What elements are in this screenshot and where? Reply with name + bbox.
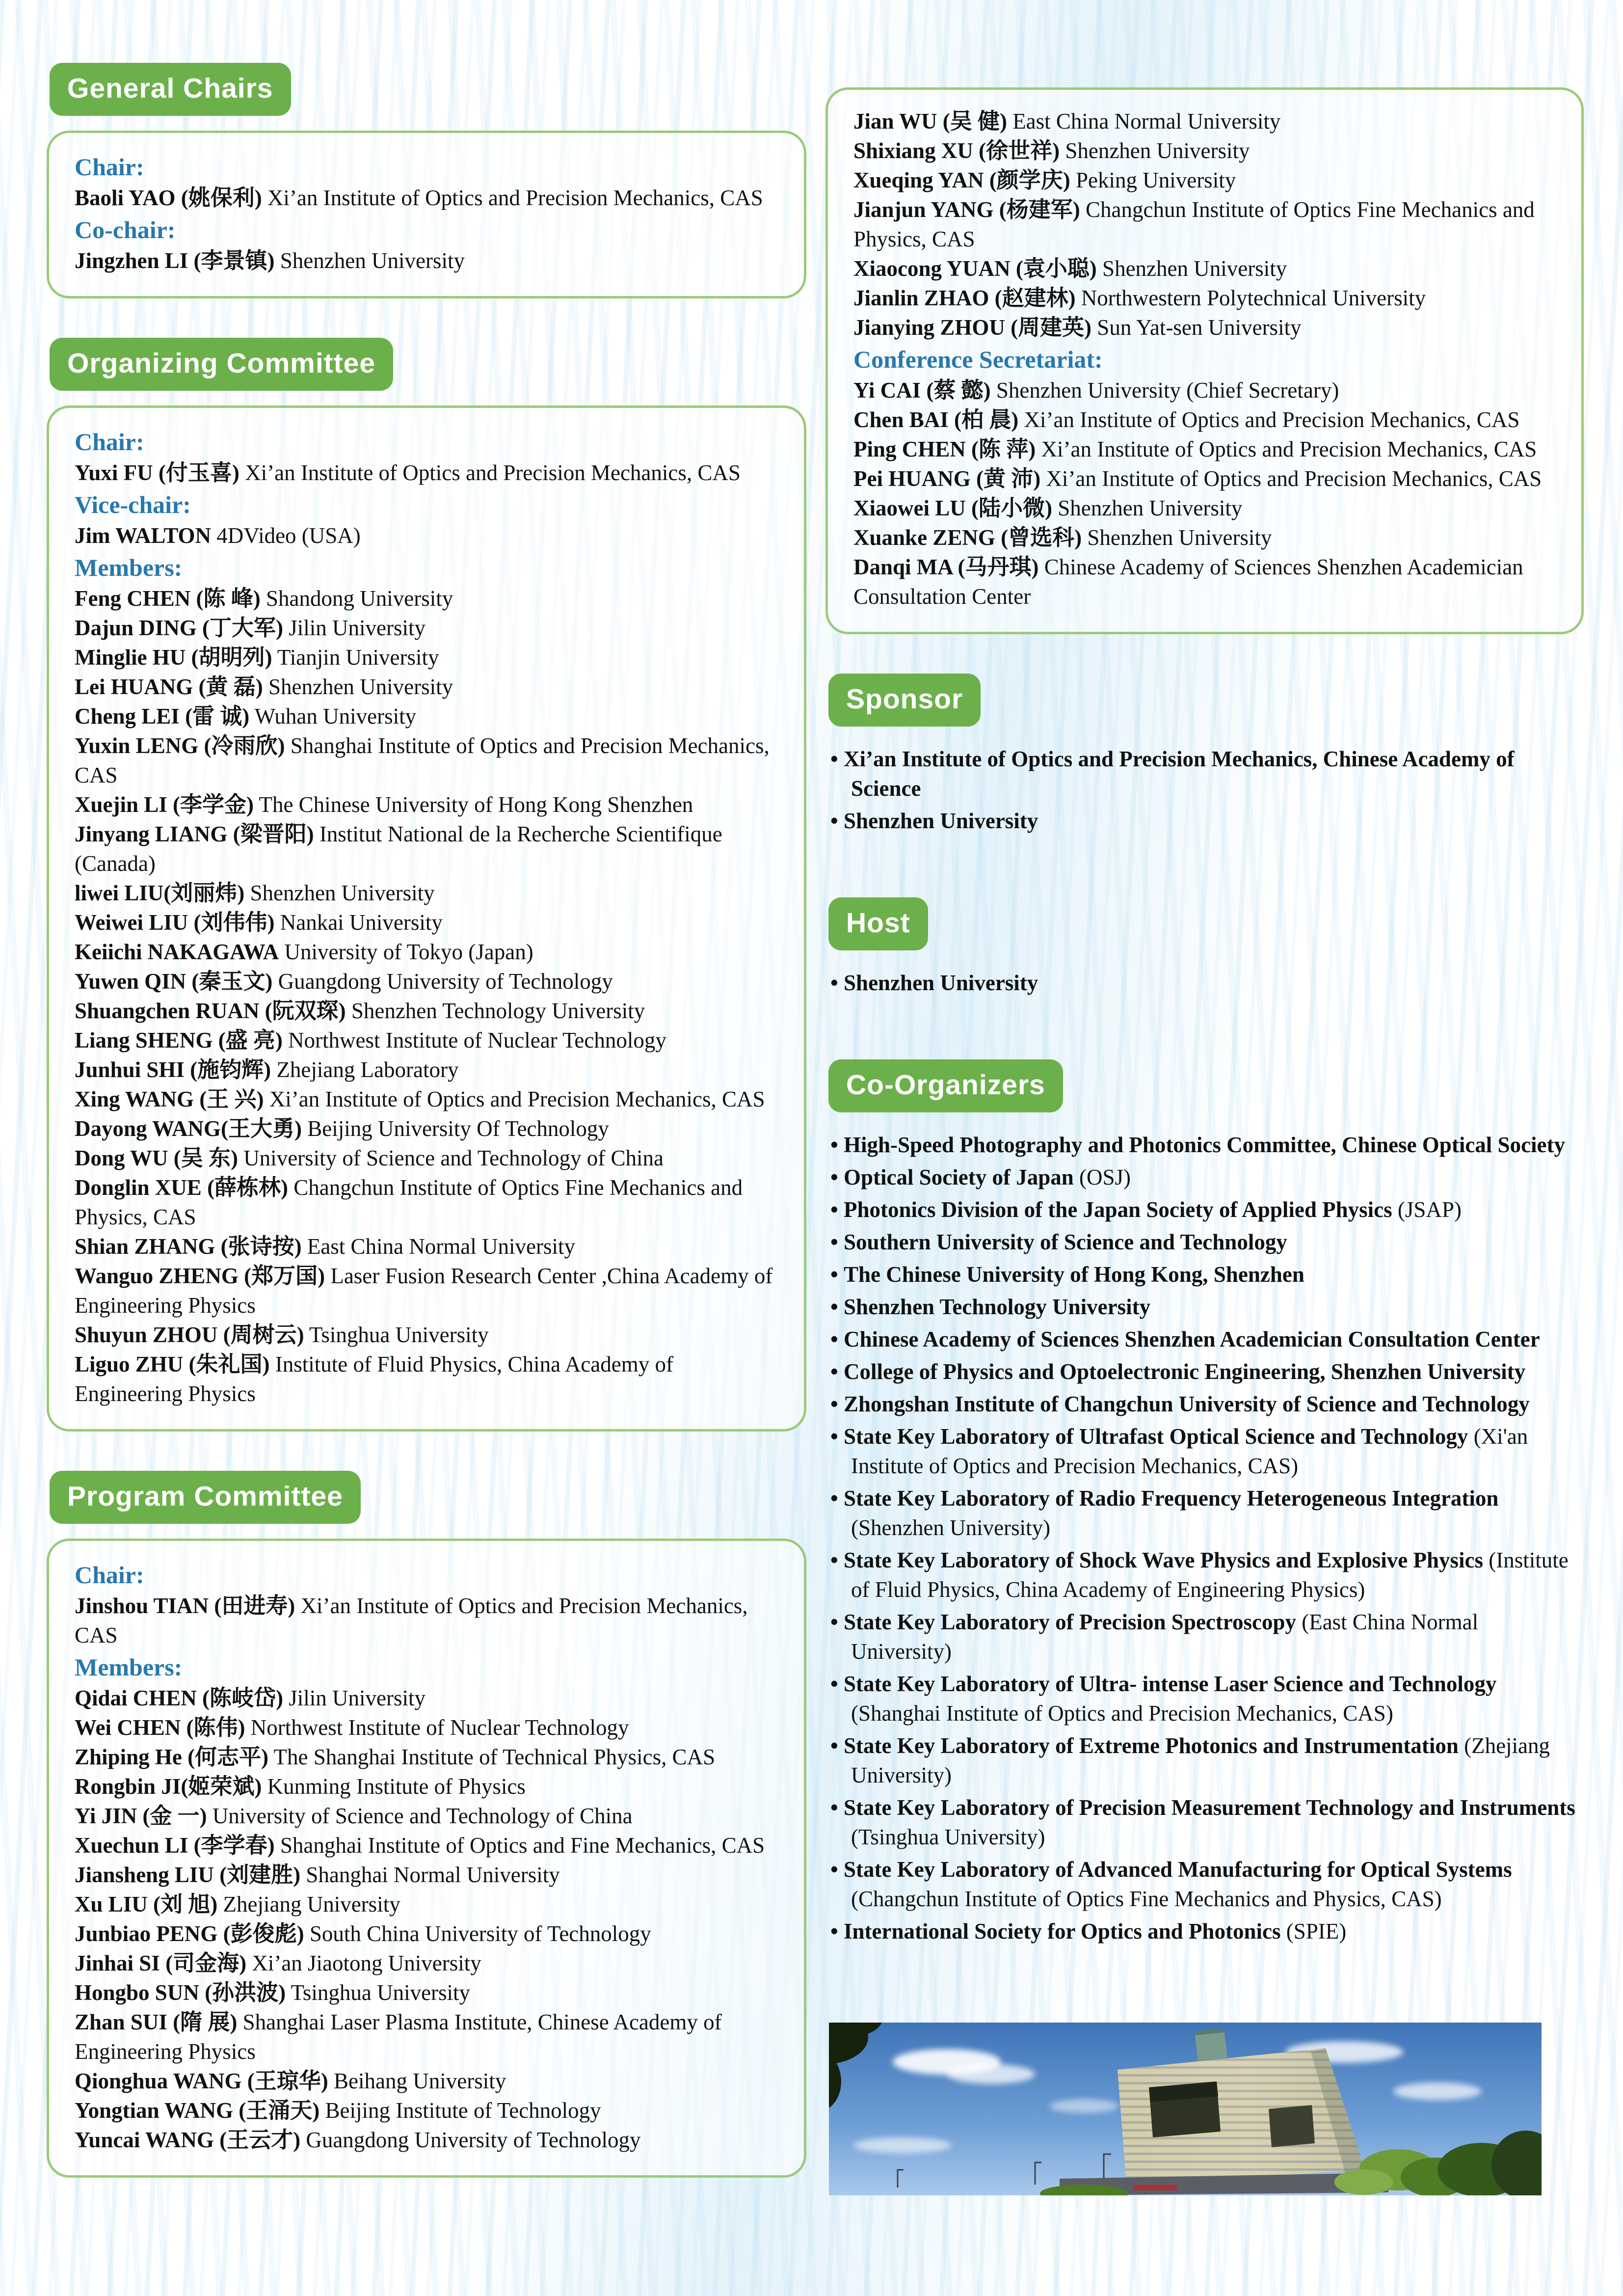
member-entry: Xueqing YAN (颜学庆) Peking University <box>853 168 1236 192</box>
list-item: • Southern University of Science and Technology <box>830 1227 1584 1257</box>
sponsor-list <box>830 744 1584 836</box>
member-entry: Yi JIN (金 一) University of Science and Technology of China <box>75 1804 633 1828</box>
list-item: • College of Physics and Optoelectronic Engineering, Shenzhen University <box>830 1357 1584 1386</box>
member-entry: Jinhai SI (司金海) Xi’an Jiaotong University <box>75 1951 481 1975</box>
member-entry: Jianjun YANG (杨建军) Changchun Institute of Optics Fine Mechanics and Physics, CAS <box>853 197 1535 251</box>
member-entry: Yi CAI (蔡 懿) Shenzhen University (Chief Secretary) <box>853 378 1339 403</box>
general-chairs-badge: General Chairs <box>50 63 291 116</box>
member-entry: Danqi MA (马丹琪) Chinese Academy of Sciences Shenzhen Academician Consultation Center <box>853 555 1523 609</box>
member-entry: Wei CHEN (陈伟) Northwest Institute of Nuclear Technology <box>75 1715 629 1740</box>
member-entry: Keiichi NAKAGAWA University of Tokyo (Japan) <box>75 940 533 964</box>
member-entry: Jingzhen LI (李景镇) Shenzhen University <box>75 248 465 273</box>
list-item: • State Key Laboratory of Extreme Photonics and Instrumentation (Zhejiang University) <box>830 1731 1584 1790</box>
member-entry: Jian WU (吴 健) East China Normal University <box>853 109 1281 134</box>
member-entry: Qidai CHEN (陈岐岱) Jilin University <box>75 1686 426 1710</box>
list-item: • State Key Laboratory of Shock Wave Physics and Explosive Physics (Institute of Fluid Physics, China Academy of Engineering Physics) <box>830 1545 1584 1604</box>
member-entry: Chen BAI (柏 晨) Xi’an Institute of Optics and Precision Mechanics, CAS <box>853 407 1520 432</box>
member-entry: Jiansheng LIU (刘建胜) Shanghai Normal University <box>75 1863 560 1887</box>
list-item: • Optical Society of Japan (OSJ) <box>830 1162 1584 1192</box>
member-entry: Shian ZHANG (张诗按) East China Normal University <box>75 1234 575 1259</box>
section-heading: Members: <box>75 1653 183 1681</box>
member-entry: Dong WU (吴 东) University of Science and Technology of China <box>75 1146 664 1170</box>
member-entry: Jinyang LIANG (梁晋阳) Institut National de la Recherche Scientifique (Canada) <box>75 822 722 876</box>
host-badge: Host <box>828 897 928 950</box>
section-heading: Co-chair: <box>75 216 176 243</box>
list-item: • Xi’an Institute of Optics and Precision Mechanics, Chinese Academy of Science <box>830 744 1584 803</box>
list-item: • State Key Laboratory of Ultrafast Optical Science and Technology (Xi'an Institute of Optics and Precision Mechanics, CAS) <box>830 1422 1584 1481</box>
member-entry: Ping CHEN (陈 萍) Xi’an Institute of Optics and Precision Mechanics, CAS <box>853 437 1537 461</box>
member-entry: Jianying ZHOU (周建英) Sun Yat-sen University <box>853 315 1302 340</box>
list-item: • State Key Laboratory of Precision Spectroscopy (East China Normal University) <box>830 1607 1584 1666</box>
list-item: • Zhongshan Institute of Changchun University of Science and Technology <box>830 1389 1584 1419</box>
member-entry: Yuwen QIN (秦玉文) Guangdong University of Technology <box>75 969 613 994</box>
general-chairs-box <box>47 131 806 298</box>
member-entry: Yuxi FU (付玉喜) Xi’an Institute of Optics and Precision Mechanics, CAS <box>75 460 741 485</box>
venue-photo <box>829 2023 1542 2195</box>
member-entry: Rongbin JI(姬荣斌) Kunming Institute of Physics <box>75 1774 526 1799</box>
member-entry: Feng CHEN (陈 峰) Shandong University <box>75 586 453 611</box>
sponsor-badge: Sponsor <box>828 674 981 727</box>
member-entry: Shuangchen RUAN (阮双琛) Shenzhen Technology University <box>75 999 645 1023</box>
list-item: • International Society for Optics and Photonics (SPIE) <box>830 1917 1584 1946</box>
member-entry: Liang SHENG (盛 亮) Northwest Institute of Nuclear Technology <box>75 1028 666 1053</box>
list-item: • Photonics Division of the Japan Society of Applied Physics (JSAP) <box>830 1195 1584 1224</box>
member-entry: Cheng LEI (雷 诚) Wuhan University <box>75 704 417 729</box>
member-entry: Qionghua WANG (王琼华) Beihang University <box>75 2069 506 2093</box>
member-entry: Minglie HU (胡明列) Tianjin University <box>75 645 439 670</box>
venue-photo-graphic <box>829 2023 1542 2195</box>
member-entry: Baoli YAO (姚保利) Xi’an Institute of Optics and Precision Mechanics, CAS <box>75 186 763 210</box>
member-entry: Jianlin ZHAO (赵建林) Northwestern Polytechnical University <box>853 286 1426 310</box>
list-item: • Shenzhen Technology University <box>830 1292 1584 1322</box>
organizing-committee-box <box>47 405 806 1432</box>
section-heading: Chair: <box>75 1561 144 1589</box>
member-entry: liwei LIU(刘丽炜) Shenzhen University <box>75 881 435 905</box>
member-entry: Junbiao PENG (彭俊彪) South China University of Technology <box>75 1921 651 1946</box>
list-item: • Shenzhen University <box>830 968 1584 998</box>
member-entry: Xiaocong YUAN (袁小聪) Shenzhen University <box>853 256 1287 281</box>
right-column <box>825 87 1584 1949</box>
list-item: • State Key Laboratory of Ultra- intense Laser Science and Technology (Shanghai Institute of Optics and Precision Mechanics, CAS) <box>830 1669 1584 1728</box>
program-committee-box <box>47 1539 806 2178</box>
co-organizers-list <box>830 1130 1584 1946</box>
list-item: • The Chinese University of Hong Kong, Shenzhen <box>830 1260 1584 1289</box>
member-entry: Shuyun ZHOU (周树云) Tsinghua University <box>75 1323 489 1347</box>
member-entry: Hongbo SUN (孙洪波) Tsinghua University <box>75 1980 471 2005</box>
member-entry: Yongtian WANG (王涌天) Beijing Institute of Technology <box>75 2098 601 2123</box>
member-entry: Yuncai WANG (王云才) Guangdong University of Technology <box>75 2128 641 2152</box>
left-column <box>47 63 806 2217</box>
member-entry: Shixiang XU (徐世祥) Shenzhen University <box>853 138 1250 163</box>
organizing-committee-badge: Organizing Committee <box>50 338 393 391</box>
section-heading: Conference Secretariat: <box>853 346 1103 373</box>
committee-continued-box <box>825 87 1584 634</box>
member-entry: Xuanke ZENG (曾选科) Shenzhen University <box>853 525 1272 550</box>
member-entry: Wanguo ZHENG (郑万国) Laser Fusion Research Center ,China Academy of Engineering Physics <box>75 1264 773 1318</box>
member-entry: Zhan SUI (隋 展) Shanghai Laser Plasma Institute, Chinese Academy of Engineering Physics <box>75 2010 722 2064</box>
section-heading: Chair: <box>75 153 144 181</box>
member-entry: Xuejin LI (李学金) The Chinese University of Hong Kong Shenzhen <box>75 792 693 817</box>
list-item: • Shenzhen University <box>830 806 1584 836</box>
member-entry: Dajun DING (丁大军) Jilin University <box>75 616 426 640</box>
member-entry: Weiwei LIU (刘伟伟) Nankai University <box>75 910 443 935</box>
list-item: • State Key Laboratory of Radio Frequency Heterogeneous Integration (Shenzhen University) <box>830 1484 1584 1542</box>
member-entry: Dayong WANG(王大勇) Beijing University Of Technology <box>75 1116 609 1141</box>
member-entry: Junhui SHI (施钧辉) Zhejiang Laboratory <box>75 1057 459 1082</box>
list-item: • State Key Laboratory of Advanced Manufacturing for Optical Systems (Changchun Institute of Optics Fine Mechanics and Physics, CAS) <box>830 1855 1584 1914</box>
section-heading: Members: <box>75 554 183 581</box>
member-entry: Xuechun LI (李学春) Shanghai Institute of Optics and Fine Mechanics, CAS <box>75 1833 765 1858</box>
section-heading: Chair: <box>75 428 144 456</box>
section-heading: Vice-chair: <box>75 491 191 518</box>
member-entry: Xing WANG (王 兴) Xi’an Institute of Optics and Precision Mechanics, CAS <box>75 1087 765 1111</box>
member-entry: Yuxin LENG (冷雨欣) Shanghai Institute of Optics and Precision Mechanics, CAS <box>75 733 770 787</box>
member-entry: Liguo ZHU (朱礼国) Institute of Fluid Physics, China Academy of Engineering Physics <box>75 1352 673 1406</box>
program-committee-badge: Program Committee <box>50 1471 361 1524</box>
member-entry: Donglin XUE (薛栋林) Changchun Institute of Optics Fine Mechanics and Physics, CAS <box>75 1175 743 1229</box>
host-list <box>830 968 1584 998</box>
member-entry: Zhiping He (何志平) The Shanghai Institute of Technical Physics, CAS <box>75 1745 716 1769</box>
member-entry: Pei HUANG (黄 沛) Xi’an Institute of Optics and Precision Mechanics, CAS <box>853 466 1542 491</box>
member-entry: Jinshou TIAN (田进寿) Xi’an Institute of Optics and Precision Mechanics, CAS <box>75 1594 748 1648</box>
list-item: • High-Speed Photography and Photonics Committee, Chinese Optical Society <box>830 1130 1584 1160</box>
co-organizers-badge: Co-Organizers <box>828 1059 1063 1112</box>
list-item: • State Key Laboratory of Precision Measurement Technology and Instruments (Tsinghua University) <box>830 1793 1584 1852</box>
member-entry: Xu LIU (刘 旭) Zhejiang University <box>75 1892 400 1917</box>
list-item: • Chinese Academy of Sciences Shenzhen Academician Consultation Center <box>830 1324 1584 1354</box>
member-entry: Lei HUANG (黄 磊) Shenzhen University <box>75 675 453 699</box>
member-entry: Xiaowei LU (陆小微) Shenzhen University <box>853 496 1243 520</box>
member-entry: Jim WALTON 4DVideo (USA) <box>75 523 361 548</box>
